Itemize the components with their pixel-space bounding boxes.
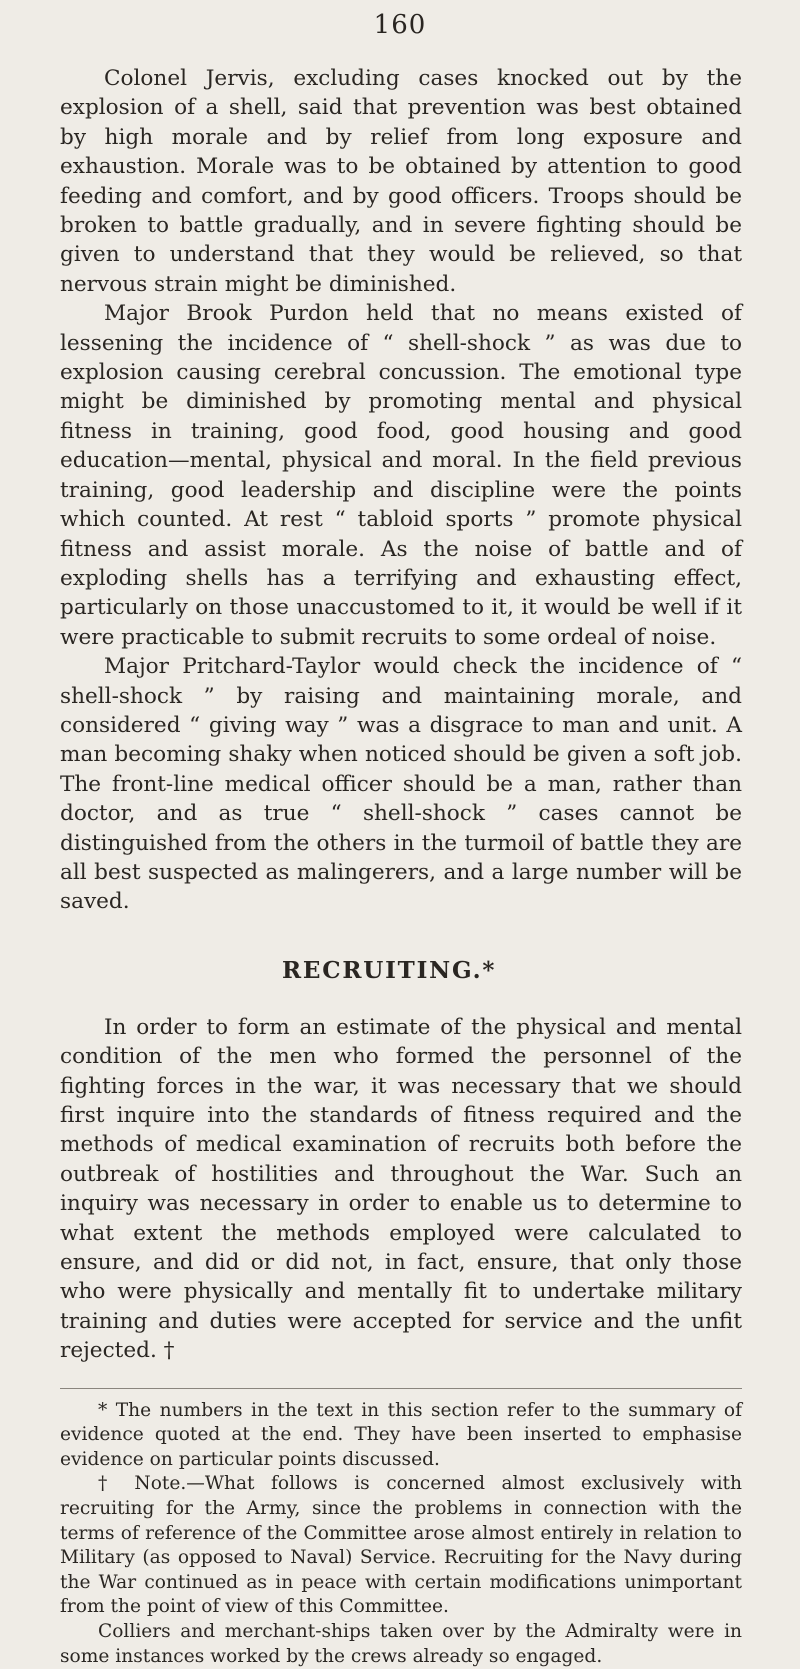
page-number: 160 [373, 10, 427, 40]
section-heading: RECRUITING.* [282, 956, 497, 984]
paragraph-pritchard-taylor: Major Pritchard-Taylor would check the incidence of “ shell-shock ” by raising and maintaining morale, and considered “ giving way ” was a disgrace to man and unit. A man becoming shaky when noticed should be given a soft job. The front-line medical officer should be a man, rather than doctor, and as true “ shell-shock ” cases cannot be distinguished from the others in the turmoil of battle they are all best suspected as malingerers, and a large number will be saved. [60, 654, 742, 915]
paragraph-jervis: Colonel Jervis, excluding cases knocked out by the explosion of a shell, said that prevention was best obtained by high morale and by relief from long exposure and exhaustion. Morale was to be obtained by attention to good feeding and comfort, and by good officers. Troops should be broken to battle gradually, and in severe fighting should be given to understand that they would be relieved, so that nervous strain might be diminished. [60, 66, 742, 297]
footnote-colliers: Colliers and merchant-ships taken over by the Admiralty were in some instances worked by the crews already so engaged. [60, 1621, 742, 1667]
body-text [60, 64, 742, 1669]
footnote-divider [60, 1388, 742, 1389]
paragraph-purdon: Major Brook Purdon held that no means existed of lessening the incidence of “ shell-shock ” as was due to explosion causing cerebral concussion. The emotional type might be diminished by promoting mental and physical fitness in training, good food, good housing and good education—mental, physical and moral. In the field previous training, good leadership and discipline were the points which counted. At rest “ tabloid sports ” promote physical fitness and assist morale. As the noise of battle and of exploding shells has a terrifying and exhausting effect, particularly on those unaccustomed to it, it would be well if it were practicable to submit recruits to some ordeal of noise. [60, 301, 742, 650]
footnote-dagger: † Note.—What follows is concerned almost exclusively with recruiting for the Army, since the problems in connection with the terms of reference of the Committee arose almost entirely in relation to Military (as opposed to Naval) Service. Recruiting for the Navy during the War continued as in peace with certain modifications unimportant from the point of view of this Committee. [60, 1473, 742, 1618]
paragraph-recruiting: In order to form an estimate of the physical and mental condition of the men who formed the personnel of the fighting forces in the war, it was necessary that we should first inquire into the standards of fitness required and the methods of medical examination of recruits both before the outbreak of hostilities and throughout the War. Such an inquiry was necessary in order to enable us to determine to what extent the methods employed were calculated to ensure, and did or did not, in fact, ensure, that only those who were physically and mentally fit to undertake military training and duties were accepted for service and the unfit rejected. † [60, 1014, 742, 1364]
footnote-asterisk: * The numbers in the text in this section refer to the summary of evidence quoted at the end. They have been inserted to emphasise evidence on particular points discussed. [60, 1399, 742, 1470]
